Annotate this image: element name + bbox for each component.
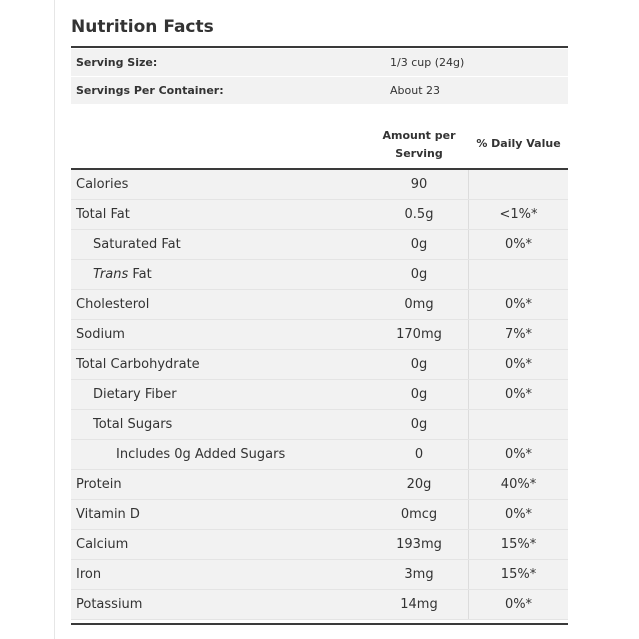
page-title: Nutrition Facts [71, 17, 214, 37]
nutrient-row-protein [71, 470, 568, 500]
row-divider [71, 619, 568, 620]
nutrient-name: Iron [76, 567, 102, 582]
nutrient-name: Calcium [76, 537, 129, 552]
nutrient-daily-value: 0%* [504, 387, 533, 402]
nutrient-amount: 0g [410, 387, 428, 402]
nutrient-name: Potassium [76, 597, 143, 612]
servings-per-container-value: About 23 [390, 84, 441, 97]
amount-header-line2: Serving [395, 147, 443, 160]
left-border-line [54, 0, 55, 639]
nutrient-row-total-fat [71, 200, 568, 230]
nutrient-daily-value: 0%* [504, 507, 533, 522]
nutrient-name: Includes 0g Added Sugars [116, 447, 286, 462]
nutrient-row-saturated-fat [71, 230, 568, 260]
nutrient-daily-value: 0%* [504, 297, 533, 312]
nutrient-name: Total Fat [76, 207, 130, 222]
nutrient-daily-value: <1%* [499, 207, 538, 222]
nutrient-daily-value: 0%* [504, 597, 533, 612]
serving-size-row [71, 49, 568, 77]
nutrient-daily-value: 0%* [504, 237, 533, 252]
nutrient-amount: 0.5g [404, 207, 434, 222]
nutrient-amount: 0g [410, 237, 428, 252]
serving-size-value: 1/3 cup (24g) [390, 56, 465, 69]
nutrient-amount: 0mcg [400, 507, 438, 522]
nutrient-daily-value: 40%* [500, 477, 537, 492]
nutrient-name: Cholesterol [76, 297, 150, 312]
nutrient-row-total-carbohydrate [71, 350, 568, 380]
nutrient-amount: 0g [410, 417, 428, 432]
nutrient-row-calories [71, 170, 568, 200]
nutrient-amount: 90 [410, 177, 428, 192]
serving-size-label: Serving Size: [76, 56, 158, 69]
column-separator [468, 410, 469, 439]
nutrient-row-dietary-fiber [71, 380, 568, 410]
amount-per-serving-header [377, 127, 461, 163]
daily-value-header: % Daily Value [476, 137, 561, 150]
nutrient-amount: 0 [414, 447, 424, 462]
nutrient-amount: 14mg [400, 597, 438, 612]
nutrient-name-rest: Fat [128, 267, 152, 282]
nutrient-daily-value: 15%* [500, 567, 537, 582]
nutrient-amount: 20g [406, 477, 432, 492]
nutrient-name-italic: Trans [93, 267, 129, 282]
nutrient-name: Protein [76, 477, 122, 492]
nutrient-row-cholesterol [71, 290, 568, 320]
nutrient-row-sodium [71, 320, 568, 350]
nutrient-name: Sodium [76, 327, 125, 342]
nutrient-name: Vitamin D [76, 507, 140, 522]
amount-header-line1: Amount per [382, 129, 456, 142]
nutrient-row-added-sugars [71, 440, 568, 470]
column-separator [468, 260, 469, 289]
nutrient-amount: 193mg [396, 537, 442, 552]
nutrient-row-iron [71, 560, 568, 590]
nutrient-daily-value: 7%* [504, 327, 533, 342]
nutrient-name: Dietary Fiber [93, 387, 177, 402]
nutrient-name: Saturated Fat [93, 237, 181, 252]
column-header [71, 104, 568, 168]
table-bottom-rule [71, 623, 568, 625]
nutrient-daily-value: 0%* [504, 357, 533, 372]
nutrient-row-total-sugars [71, 410, 568, 440]
nutrient-row-potassium [71, 590, 568, 620]
nutrient-daily-value: 15%* [500, 537, 537, 552]
nutrient-name: Total Sugars [93, 417, 173, 432]
nutrient-amount: 0g [410, 267, 428, 282]
nutrient-amount: 3mg [404, 567, 434, 582]
nutrient-name [93, 260, 152, 289]
title-divider [71, 46, 568, 48]
nutrient-daily-value: 0%* [504, 447, 533, 462]
nutrient-name: Total Carbohydrate [76, 357, 200, 372]
nutrient-table [71, 170, 568, 620]
servings-per-container-row [71, 77, 568, 105]
nutrient-amount: 0mg [404, 297, 434, 312]
nutrient-row-calcium [71, 530, 568, 560]
nutrient-row-vitamin-d [71, 500, 568, 530]
nutrient-amount: 0g [410, 357, 428, 372]
nutrient-amount: 170mg [396, 327, 442, 342]
serving-info-table [71, 49, 568, 105]
nutrient-row-trans-fat [71, 260, 568, 290]
servings-per-container-label: Servings Per Container: [76, 84, 224, 97]
nutrient-name: Calories [76, 177, 129, 192]
column-separator [468, 170, 469, 199]
